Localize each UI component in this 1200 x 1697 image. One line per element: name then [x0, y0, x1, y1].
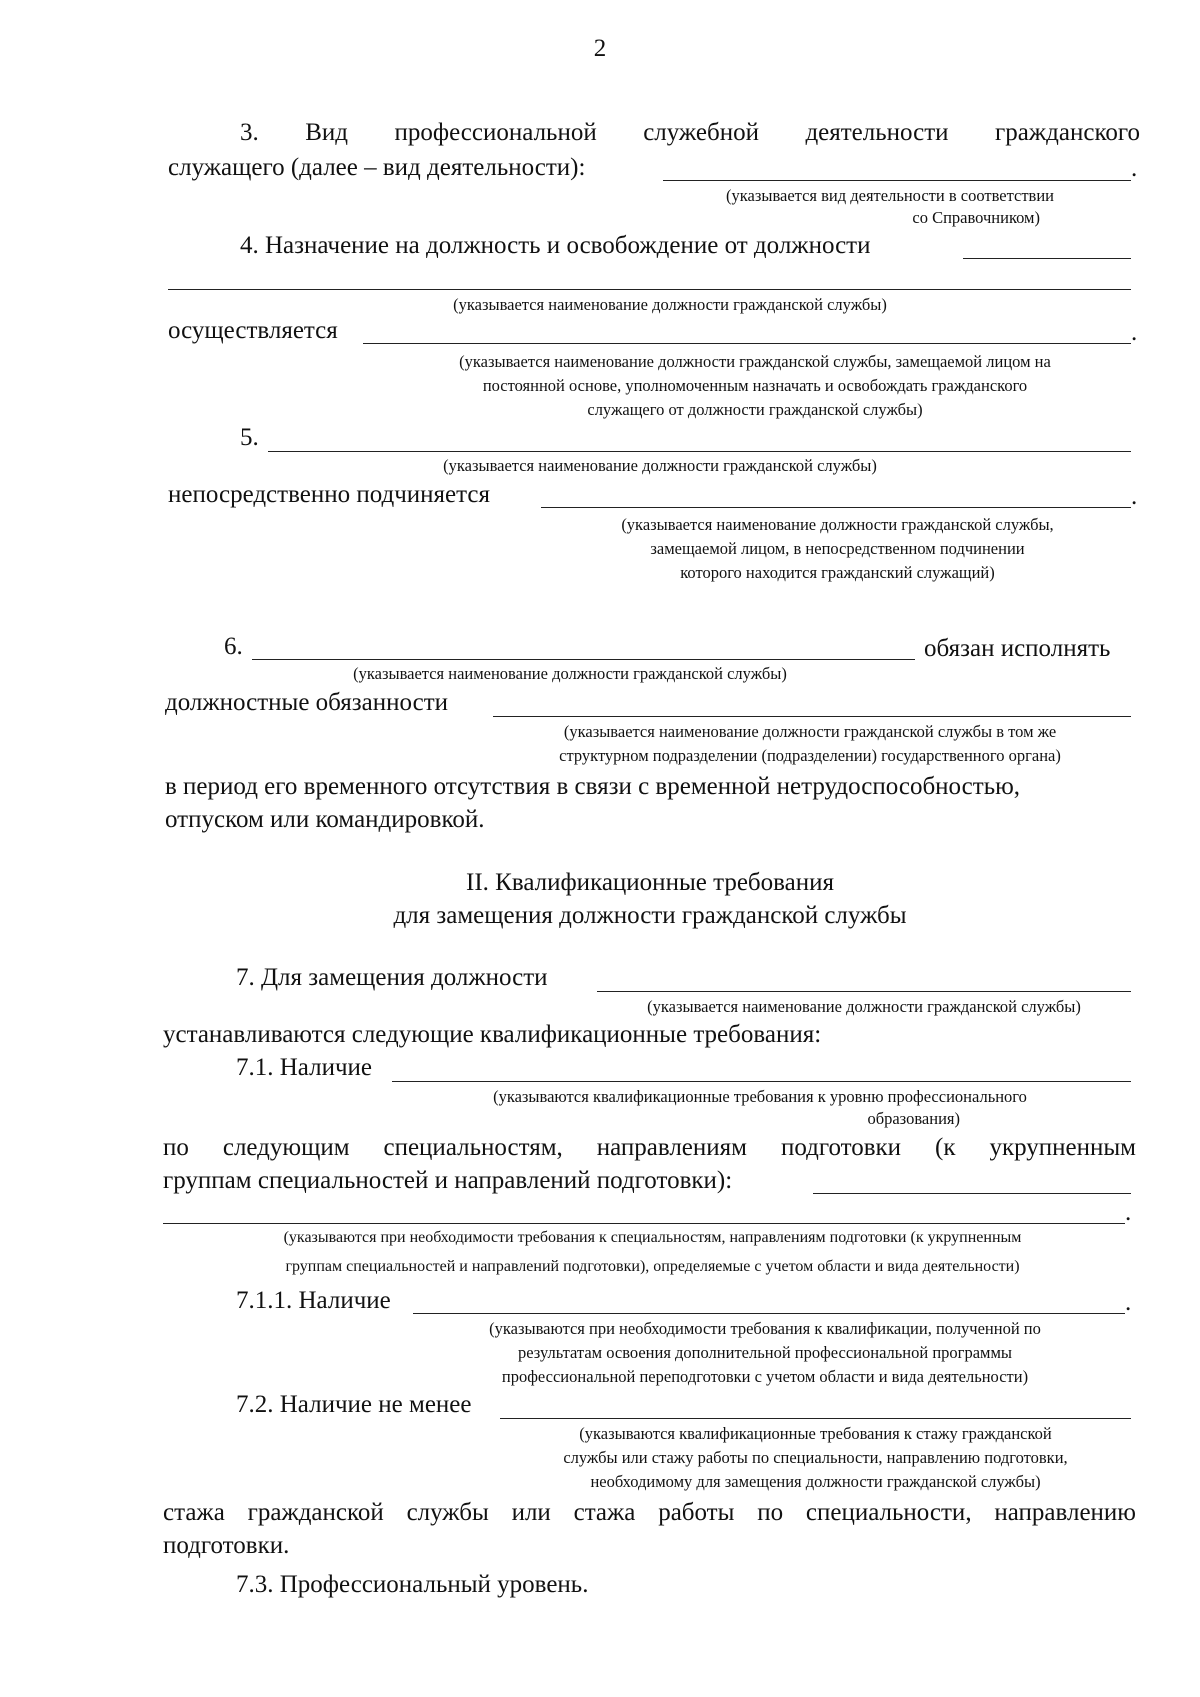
p6-caption-1: (указывается наименование должности гражданской службы)	[353, 664, 787, 683]
p72-line1: 7.2. Наличие не менее	[236, 1391, 472, 1418]
p71-word: (к	[935, 1134, 956, 1161]
p5-supervisor-field[interactable]	[541, 507, 1131, 508]
p71-line3: группам специальностей и направлений подготовки):	[163, 1167, 733, 1194]
p5-num: 5.	[240, 424, 259, 451]
p72-word: или	[511, 1499, 551, 1526]
p71-dot: .	[1125, 1199, 1132, 1226]
p3-dot: .	[1131, 155, 1138, 182]
p5-line2: непосредственно подчиняется	[168, 481, 490, 508]
p4-line1: 4. Назначение на должность и освобождение от должности	[240, 232, 871, 259]
p711-qualification-field[interactable]	[413, 1313, 1125, 1314]
section-title-2: для замещения должности гражданской службы	[393, 902, 907, 929]
p72-word: работы	[658, 1499, 735, 1526]
p71-word: по	[163, 1134, 189, 1161]
p72-word: специальности,	[805, 1499, 972, 1526]
p6-caption-2a: (указывается наименование должности гражданской службы в том же	[563, 722, 1057, 741]
p711-caption-1b: результатам освоения дополнительной профессиональной программы	[518, 1343, 1012, 1362]
p72-word: гражданской	[247, 1499, 384, 1526]
section-title-1: II. Квалификационные требования	[466, 869, 834, 896]
p71-caption-2a: (указываются при необходимости требования к специальностям, направлениям подготовки (к укрупненным	[283, 1229, 1022, 1246]
p6-line3: в период его временного отсутствия в связи с временной нетрудоспособностью,	[165, 773, 1021, 800]
p72-word: стажа	[573, 1499, 636, 1526]
p6-line2: должностные обязанности	[165, 689, 449, 716]
p6-substitute-field[interactable]	[493, 716, 1131, 717]
p711-line1: 7.1.1. Наличие	[236, 1287, 391, 1314]
p71-caption-1b: образования)	[867, 1109, 960, 1128]
p3-activity-field[interactable]	[663, 180, 1131, 181]
p72-line3: подготовки.	[163, 1532, 290, 1559]
p72-caption-1c: необходимому для замещения должности гражданской службы)	[590, 1472, 1041, 1491]
p71-word: направлениям	[596, 1134, 747, 1161]
p711-dot: .	[1125, 1289, 1132, 1316]
p71-specialties-field-b[interactable]	[163, 1223, 1125, 1224]
p71-word: специальностям,	[383, 1134, 563, 1161]
p4-field-a[interactable]	[963, 258, 1131, 259]
p711-caption-1a: (указываются при необходимости требования к квалификации, полученной по	[489, 1319, 1041, 1338]
p72-caption-1a: (указываются квалификационные требования к стажу гражданской	[579, 1424, 1052, 1443]
p5-caption-2c: которого находится гражданский служащий)	[680, 563, 995, 582]
p71-line2	[163, 1135, 1136, 1160]
p71-word: подготовки	[780, 1134, 902, 1161]
p6-tail: обязан исполнять	[924, 635, 1111, 662]
p72-word: направлению	[994, 1499, 1136, 1526]
p72-word: стажа	[163, 1499, 225, 1526]
p7-line2: устанавливаются следующие квалификационные требования:	[163, 1021, 822, 1048]
p71-specialties-field-a[interactable]	[813, 1193, 1131, 1194]
p4-caption-2c: служащего от должности гражданской службы)	[587, 400, 923, 419]
p71-word: следующим	[222, 1134, 350, 1161]
p71-education-field[interactable]	[392, 1081, 1131, 1082]
p72-line2	[163, 1500, 1136, 1525]
p5-caption-2b: замещаемой лицом, в непосредственном подчинении	[650, 539, 1025, 558]
p4-caption-1: (указывается наименование должности гражданской службы)	[453, 295, 887, 314]
p5-position-field[interactable]	[268, 451, 1131, 452]
p5-caption-1: (указывается наименование должности гражданской службы)	[443, 456, 877, 475]
p6-caption-2b: структурном подразделении (подразделении) государственного органа)	[559, 746, 1061, 765]
p71-caption-2b: группам специальностей и направлений подготовки), определяемые с учетом области и вида деятельности)	[285, 1258, 1020, 1275]
p711-caption-1c: профессиональной переподготовки с учетом области и вида деятельности)	[501, 1367, 1029, 1386]
p73-line1: 7.3. Профессиональный уровень.	[236, 1571, 589, 1598]
p71-line1: 7.1. Наличие	[236, 1054, 373, 1081]
p71-caption-1a: (указываются квалификационные требования к уровню профессионального	[493, 1087, 1027, 1106]
p72-word: по	[757, 1499, 784, 1526]
p72-caption-1b: службы или стажу работы по специальности, направлению подготовки,	[563, 1448, 1068, 1467]
p3-word: деятельности	[805, 119, 949, 146]
p7-caption-1: (указывается наименование должности гражданской службы)	[647, 997, 1081, 1016]
p7-position-field[interactable]	[597, 991, 1131, 992]
p72-experience-field[interactable]	[500, 1418, 1131, 1419]
p4-caption-2b: постоянной основе, уполномоченным назначать и освобождать гражданского	[482, 376, 1028, 395]
p3-word: служебной	[643, 119, 759, 146]
p71-word: укрупненным	[989, 1134, 1136, 1161]
p5-caption-2a: (указывается наименование должности гражданской службы,	[621, 515, 1054, 534]
p6-line4: отпуском или командировкой.	[165, 806, 485, 833]
p7-line1: 7. Для замещения должности	[236, 964, 548, 991]
p3-word: гражданского	[995, 119, 1140, 146]
p3-word: профессиональной	[394, 119, 597, 146]
p3-word: 3.	[240, 119, 259, 146]
p4-field-b[interactable]	[168, 289, 1131, 290]
page-number: 2	[593, 35, 607, 62]
p3-line1	[240, 120, 1140, 145]
p4-appointer-field[interactable]	[363, 343, 1131, 344]
p3-line2: служащего (далее – вид деятельности):	[168, 154, 586, 181]
p6-position-field[interactable]	[252, 659, 915, 660]
p6-num: 6.	[224, 633, 243, 660]
p72-word: службы	[406, 1499, 489, 1526]
p4-dot: .	[1131, 319, 1138, 346]
p5-dot: .	[1131, 483, 1138, 510]
p4-line3: осуществляется	[168, 317, 338, 344]
p3-caption-2: со Справочником)	[912, 208, 1040, 227]
p4-caption-2a: (указывается наименование должности гражданской службы, замещаемой лицом на	[459, 352, 1051, 371]
p3-caption-1: (указывается вид деятельности в соответствии	[726, 186, 1054, 205]
p3-word: Вид	[305, 119, 349, 146]
